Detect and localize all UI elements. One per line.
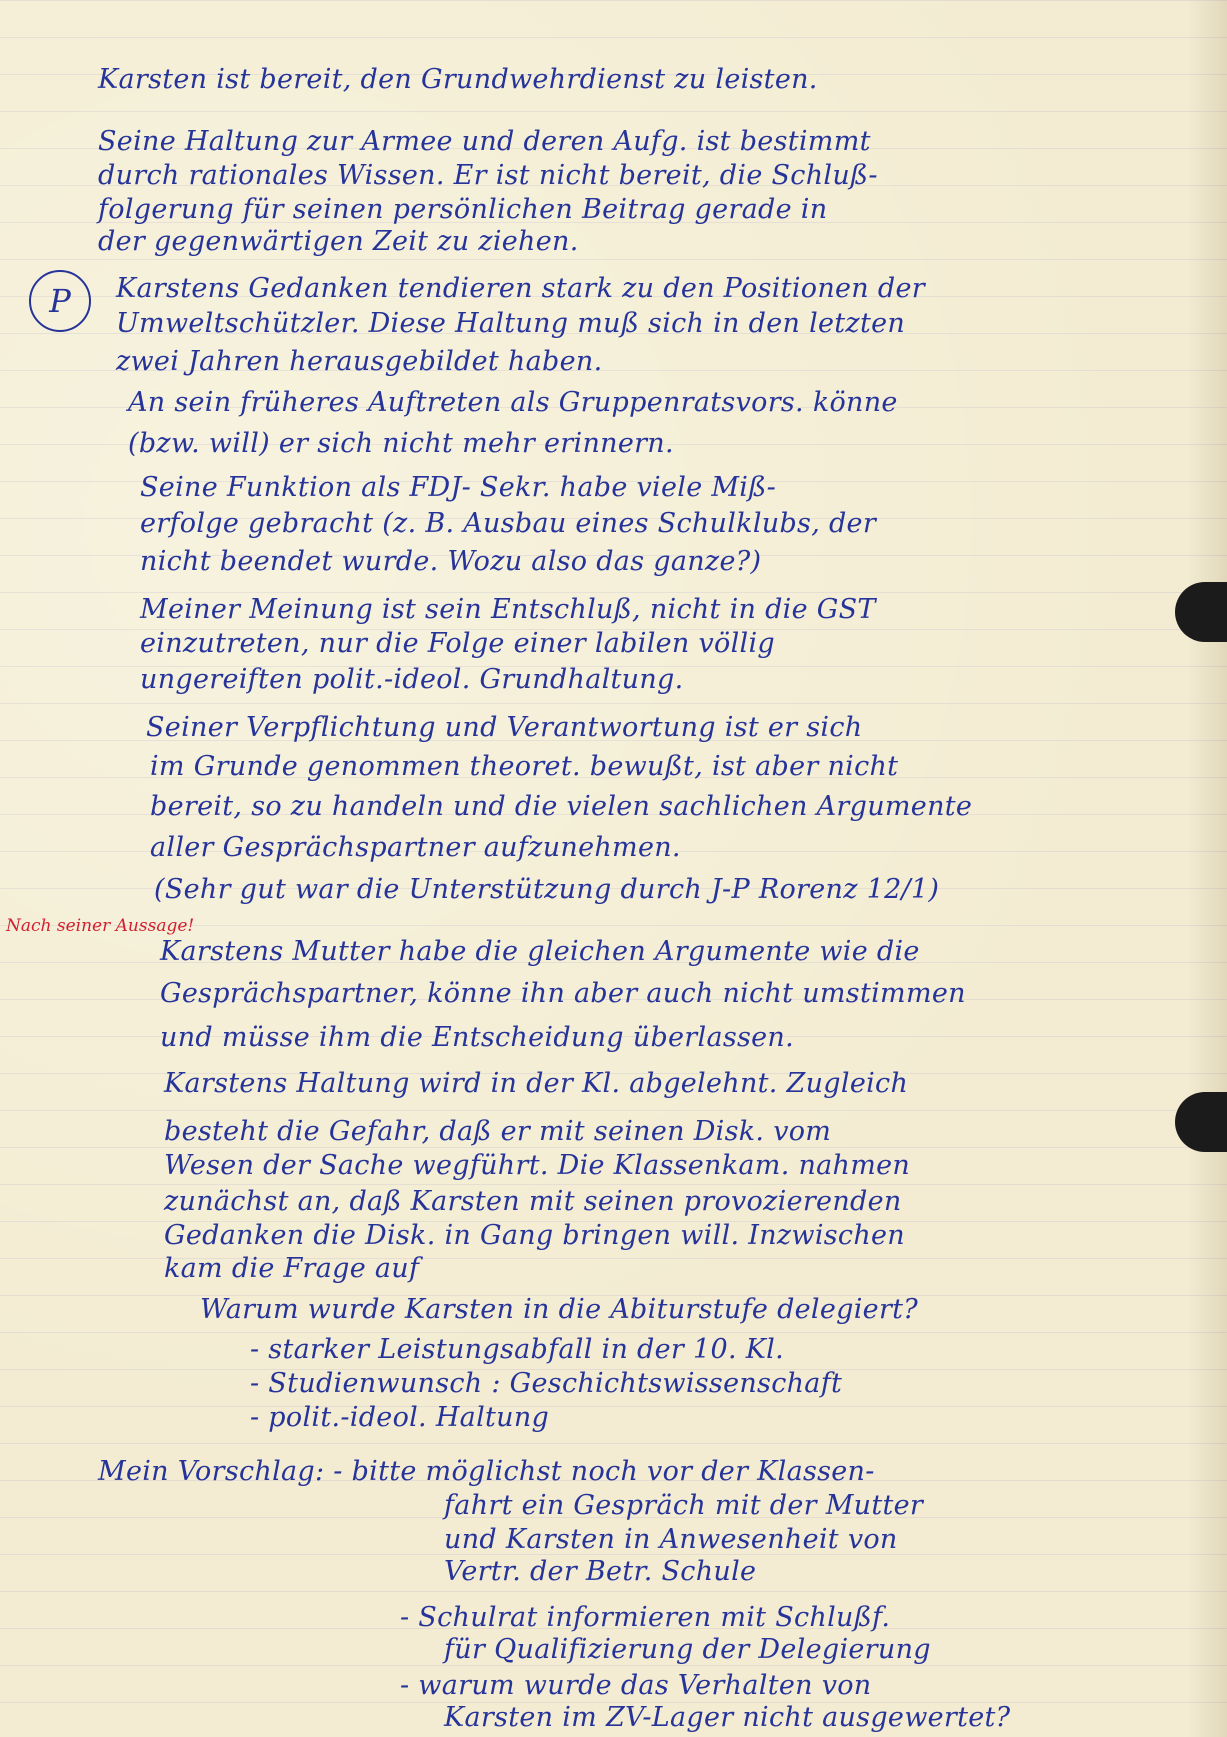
text-line: besteht die Gefahr, daß er mit seinen Disk. vom bbox=[164, 1116, 832, 1147]
text-line: Mein Vorschlag: - bitte möglichst noch vor der Klassen- bbox=[98, 1456, 875, 1487]
text-line: Karsten ist bereit, den Grundwehrdienst zu leisten. bbox=[98, 64, 818, 95]
text-line: Wesen der Sache wegführt. Die Klassenkam. nahmen bbox=[164, 1150, 911, 1181]
text-line: einzutreten, nur die Folge einer labilen völlig bbox=[140, 628, 775, 659]
text-line: kam die Frage auf bbox=[164, 1253, 420, 1284]
text-line: Karstens Haltung wird in der Kl. abgelehnt. Zugleich bbox=[164, 1068, 909, 1099]
text-line: Karstens Gedanken tendieren stark zu den Positionen der bbox=[116, 273, 925, 304]
text-line: An sein früheres Auftreten als Gruppenratsvors. könne bbox=[128, 387, 898, 418]
text-line: für Qualifizierung der Delegierung bbox=[444, 1634, 931, 1665]
list-item: - polit.-ideol. Haltung bbox=[250, 1402, 550, 1433]
text-line: fahrt ein Gespräch mit der Mutter bbox=[444, 1490, 924, 1521]
text-line: Karstens Mutter habe die gleichen Argumente wie die bbox=[160, 936, 920, 967]
list-item: - warum wurde das Verhalten von bbox=[400, 1670, 872, 1701]
text-line: ungereiften polit.-ideol. Grundhaltung. bbox=[140, 664, 684, 695]
text-line: nicht beendet wurde. Wozu also das ganze?) bbox=[140, 546, 762, 577]
text-line: im Grunde genommen theoret. bewußt, ist aber nicht bbox=[150, 751, 899, 782]
text-line: und müsse ihm die Entscheidung überlassen. bbox=[160, 1022, 795, 1053]
text-line: aller Gesprächspartner aufzunehmen. bbox=[150, 832, 681, 863]
page-edge-shadow bbox=[1187, 0, 1227, 1737]
text-line: Karsten im ZV-Lager nicht ausgewertet? bbox=[444, 1702, 1011, 1733]
list-item: - Schulrat informieren mit Schlußf. bbox=[400, 1602, 891, 1633]
text-line: Vertr. der Betr. Schule bbox=[444, 1556, 757, 1587]
text-line: Meiner Meinung ist sein Entschluß, nicht in die GST bbox=[140, 594, 876, 625]
text-line: zwei Jahren herausgebildet haben. bbox=[116, 346, 603, 377]
list-item: - starker Leistungsabfall in der 10. Kl. bbox=[250, 1334, 785, 1365]
text-line: der gegenwärtigen Zeit zu ziehen. bbox=[98, 226, 579, 257]
text-line: durch rationales Wissen. Er ist nicht bereit, die Schluß- bbox=[98, 160, 878, 191]
circled-letter-mark: P bbox=[29, 270, 91, 332]
text-line: Umweltschützler. Diese Haltung muß sich in den letzten bbox=[116, 308, 906, 339]
text-line: zunächst an, daß Karsten mit seinen provozierenden bbox=[164, 1186, 902, 1217]
text-line: Gedanken die Disk. in Gang bringen will. Inzwischen bbox=[164, 1220, 905, 1251]
text-line: Gesprächspartner, könne ihn aber auch nicht umstimmen bbox=[160, 978, 966, 1009]
text-line: Seine Haltung zur Armee und deren Aufg. ist bestimmt bbox=[98, 126, 871, 157]
text-line: Warum wurde Karsten in die Abiturstufe delegiert? bbox=[200, 1294, 919, 1325]
list-item: - Studienwunsch : Geschichtswissenschaft bbox=[250, 1368, 843, 1399]
red-margin-note: Nach seiner Aussage! bbox=[6, 916, 195, 936]
text-line: Seine Funktion als FDJ- Sekr. habe viele Miß- bbox=[140, 472, 777, 503]
text-line: Seiner Verpflichtung und Verantwortung ist er sich bbox=[146, 712, 863, 743]
text-line: folgerung für seinen persönlichen Beitrag gerade in bbox=[98, 194, 828, 225]
text-line: bereit, so zu handeln und die vielen sachlichen Argumente bbox=[150, 791, 973, 822]
text-line: (bzw. will) er sich nicht mehr erinnern. bbox=[128, 428, 674, 459]
text-line: erfolge gebracht (z. B. Ausbau eines Schulklubs, der bbox=[140, 508, 877, 539]
text-line: und Karsten in Anwesenheit von bbox=[444, 1524, 898, 1555]
text-line: (Sehr gut war die Unterstützung durch J-P Rorenz 12/1) bbox=[154, 874, 940, 905]
punch-hole-lower bbox=[1175, 1092, 1227, 1152]
punch-hole-upper bbox=[1175, 582, 1227, 642]
